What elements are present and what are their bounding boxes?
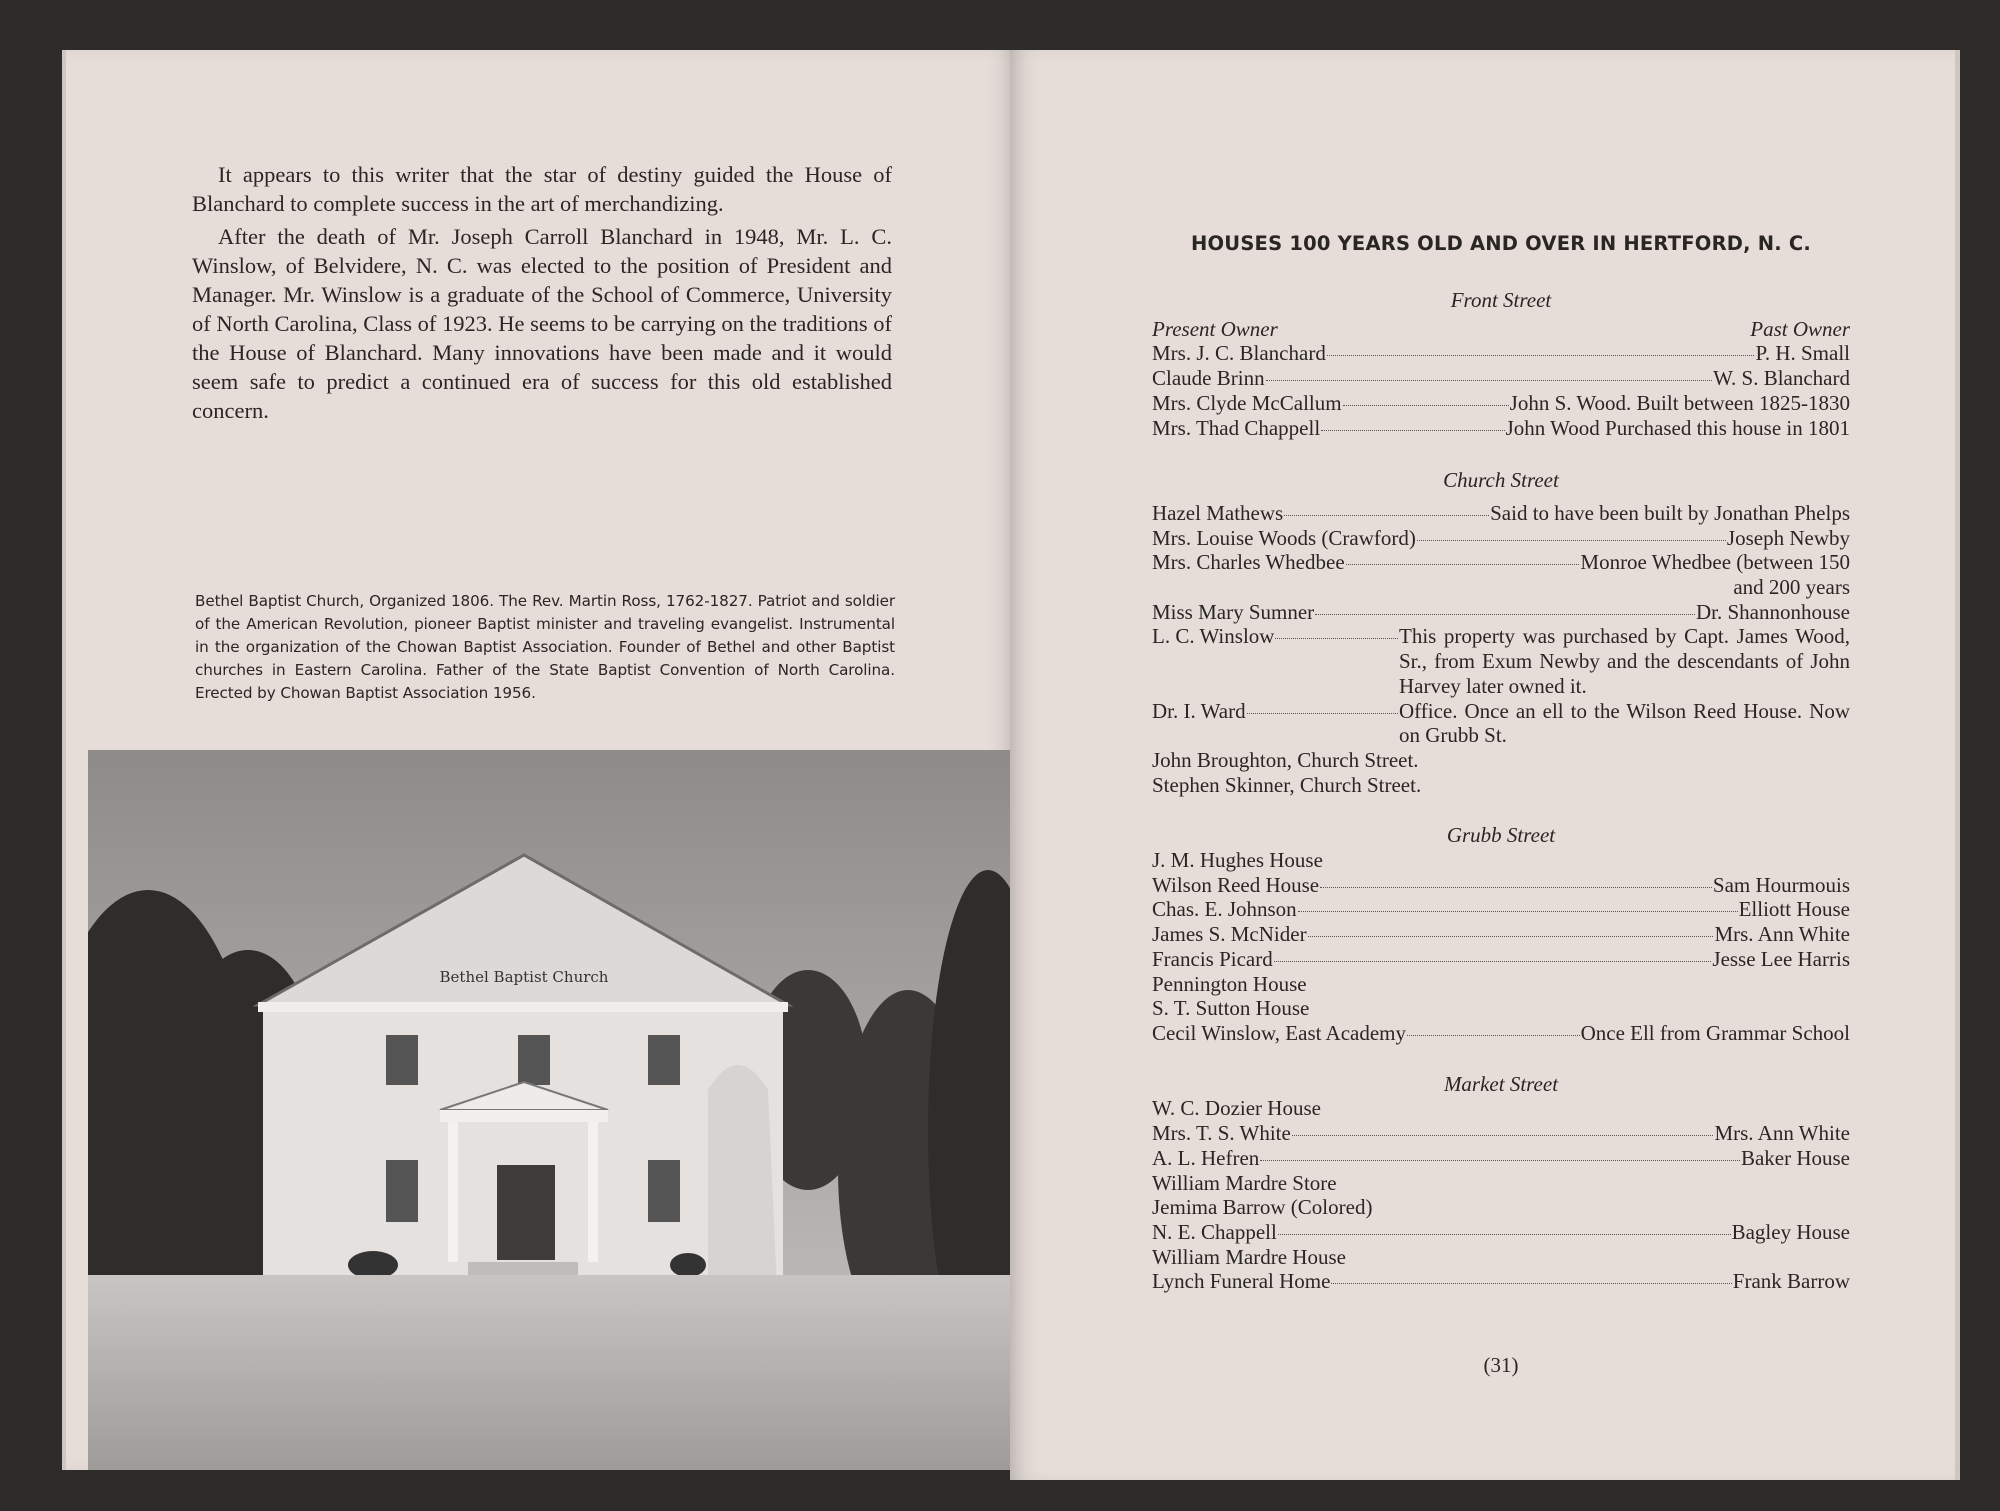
past-owner: Elliott House	[1738, 897, 1850, 922]
list-entry	[1152, 1195, 1850, 1220]
dot-leader	[1320, 887, 1712, 888]
past-owner: Mrs. Ann White	[1714, 922, 1850, 947]
present-owner: Mrs. Thad Chappell	[1152, 415, 1321, 440]
present-owner: Lynch Funeral Home	[1152, 1269, 1331, 1294]
past-owner: Said to have been built by Jonathan Phelps	[1490, 500, 1850, 525]
list-entry	[1152, 1021, 1850, 1046]
dot-leader	[1298, 911, 1738, 912]
page-title: HOUSES 100 YEARS OLD AND OVER IN HERTFORD, N. C.	[1190, 232, 1811, 255]
past-owner: Sam Hourmouis	[1712, 872, 1850, 897]
present-owner: Hazel Mathews	[1152, 500, 1284, 525]
list-entry	[1152, 341, 1850, 366]
paragraph: It appears to this writer that the star of destiny guided the House of Blanchard to complete success in the art of merchandizing.	[192, 162, 892, 216]
dot-leader	[1278, 1234, 1731, 1235]
dot-leader	[1292, 1135, 1714, 1136]
present-owner: N. E. Chappell	[1152, 1219, 1277, 1244]
list-entry	[1152, 550, 1850, 575]
list-entry	[1152, 947, 1850, 972]
street-heading: Grubb Street	[1446, 823, 1556, 848]
dot-leader	[1331, 1283, 1731, 1284]
past-owner: Jesse Lee Harris	[1712, 946, 1850, 971]
list-entry	[1152, 699, 1850, 748]
present-owner: John Broughton, Church Street.	[1152, 747, 1419, 772]
past-owner: Once Ell from Grammar School	[1580, 1020, 1850, 1045]
list-entry	[1152, 1146, 1850, 1171]
list-entry	[1152, 773, 1850, 798]
list-entry	[1152, 1121, 1850, 1146]
past-owner: John Wood Purchased this house in 1801	[1505, 415, 1850, 440]
dot-leader	[1346, 564, 1580, 565]
present-owner: Mrs. Louise Woods (Crawford)	[1152, 525, 1416, 550]
list-entry	[1152, 922, 1850, 947]
street-section	[1152, 468, 1850, 797]
dot-leader	[1343, 405, 1509, 406]
present-owner: Francis Picard	[1152, 946, 1273, 971]
page-number: (31)	[1483, 1353, 1519, 1377]
dot-leader	[1315, 614, 1695, 615]
list-entry	[1152, 391, 1850, 416]
present-owner: Dr. I. Ward	[1152, 698, 1246, 723]
past-owner: Frank Barrow	[1732, 1269, 1850, 1294]
street-heading: Church Street	[1443, 468, 1559, 493]
dot-leader	[1417, 540, 1726, 541]
street-section	[1152, 823, 1850, 1045]
list-entry	[1152, 897, 1850, 922]
list-entry	[1152, 600, 1850, 625]
present-owner: Jemima Barrow (Colored)	[1152, 1195, 1373, 1220]
column-headers	[1152, 317, 1850, 342]
left-page	[62, 50, 1016, 1470]
monument	[708, 1065, 778, 1310]
past-owner: Joseph Newby	[1726, 525, 1850, 550]
past-owner: Monroe Whedbee (between 150	[1580, 550, 1850, 575]
church-sign: Bethel Baptist Church	[439, 968, 609, 986]
list-entry	[1152, 624, 1850, 698]
photo-caption: Bethel Baptist Church, Organized 1806. The Rev. Martin Ross, 1762-1827. Patriot and soldier of the American Revolution, pioneer Baptist minister and traveling evangelist. Instrumental in the organization of the Chowan Baptist Association. Founder of Bethel and other Baptist churches in Eastern Carolina. Father of the State Baptist Convention of North Carolina. Erected by Chowan Baptist Association 1956.	[195, 592, 895, 702]
past-owner: Bagley House	[1731, 1219, 1850, 1244]
past-owner: W. S. Blanchard	[1713, 366, 1850, 391]
list-entry	[1152, 873, 1850, 898]
dot-leader	[1308, 936, 1714, 937]
dot-leader	[1321, 430, 1504, 431]
present-owner: Mrs. T. S. White	[1152, 1121, 1291, 1146]
houses-list	[1152, 288, 1850, 1294]
past-owner: John S. Wood. Built between 1825-1830	[1509, 390, 1850, 415]
list-entry	[1152, 501, 1850, 526]
list-entry	[1152, 748, 1850, 773]
street-heading: Front Street	[1450, 288, 1552, 312]
owner-cell	[1152, 699, 1399, 748]
list-entry	[1152, 1171, 1850, 1196]
present-owner: Mrs. Clyde McCallum	[1152, 390, 1342, 415]
present-owner: W. C. Dozier House	[1152, 1096, 1321, 1121]
history-note: This property was purchased by Capt. James Wood, Sr., from Exum Newby and the descendants of John Harvey later owned it.	[1399, 624, 1850, 698]
dot-leader	[1260, 1160, 1740, 1161]
present-owner: Wilson Reed House	[1152, 872, 1320, 897]
church-photo	[88, 750, 1016, 1470]
list-entry	[1152, 366, 1850, 391]
list-entry	[1152, 1096, 1850, 1121]
past-owner: Mrs. Ann White	[1714, 1121, 1850, 1146]
past-owner: P. H. Small	[1755, 341, 1850, 366]
dot-leader	[1247, 713, 1398, 714]
dot-leader	[1275, 638, 1398, 639]
present-owner: J. M. Hughes House	[1152, 848, 1323, 873]
present-owner: Stephen Skinner, Church Street.	[1152, 772, 1422, 797]
list-entry	[1152, 848, 1850, 873]
history-note: Office. Once an ell to the Wilson Reed House. Now on Grubb St.	[1399, 698, 1850, 748]
past-owner: Dr. Shannonhouse	[1696, 599, 1850, 624]
present-owner: A. L. Hefren	[1152, 1145, 1260, 1170]
spacer	[1152, 493, 1850, 501]
present-owner: William Mardre House	[1152, 1244, 1346, 1269]
present-owner: James S. McNider	[1152, 922, 1307, 947]
list-entry	[1152, 972, 1850, 997]
list-entry	[1152, 996, 1850, 1021]
list-entry	[1152, 1245, 1850, 1270]
present-owner: Claude Brinn	[1152, 366, 1265, 391]
body-text	[192, 160, 892, 429]
list-entry	[1152, 1220, 1850, 1245]
past-owner-continued: and 200 years	[1733, 575, 1850, 600]
past-owner-header: Past Owner	[1750, 316, 1850, 341]
dot-leader	[1266, 380, 1713, 381]
present-owner: Chas. E. Johnson	[1152, 897, 1297, 922]
street-section	[1152, 1072, 1850, 1294]
present-owner: S. T. Sutton House	[1152, 996, 1310, 1021]
present-owner: Pennington House	[1152, 971, 1307, 996]
dot-leader	[1274, 961, 1712, 962]
present-owner: Mrs. J. C. Blanchard	[1152, 341, 1326, 366]
right-page	[1010, 50, 1960, 1480]
present-owner: Miss Mary Sumner	[1152, 599, 1315, 624]
street-section	[1152, 288, 1850, 440]
present-owner: Mrs. Charles Whedbee	[1152, 550, 1345, 575]
dot-leader	[1407, 1035, 1580, 1036]
present-owner: William Mardre Store	[1152, 1170, 1337, 1195]
dot-leader	[1327, 355, 1755, 356]
owner-cell	[1152, 624, 1399, 698]
present-owner: Cecil Winslow, East Academy	[1152, 1020, 1407, 1045]
street-heading: Market Street	[1443, 1071, 1559, 1096]
list-entry	[1152, 1269, 1850, 1294]
paragraph: After the death of Mr. Joseph Carroll Blanchard in 1948, Mr. L. C. Winslow, of Belvidere, N. C. was elected to the position of President and Manager. Mr. Winslow is a graduate of the School of Commerce, University of North Carolina, Class of 1923. He seems to be carrying on the traditions of the House of Blanchard. Many innovations have been made and it would seem safe to predict a continued era of success for this old established concern.	[192, 224, 892, 423]
list-entry	[1152, 416, 1850, 441]
dot-leader	[1284, 515, 1489, 516]
present-owner-header: Present Owner	[1152, 316, 1278, 341]
past-owner: Baker House	[1740, 1145, 1850, 1170]
present-owner: L. C. Winslow	[1152, 624, 1275, 649]
list-entry	[1152, 526, 1850, 551]
